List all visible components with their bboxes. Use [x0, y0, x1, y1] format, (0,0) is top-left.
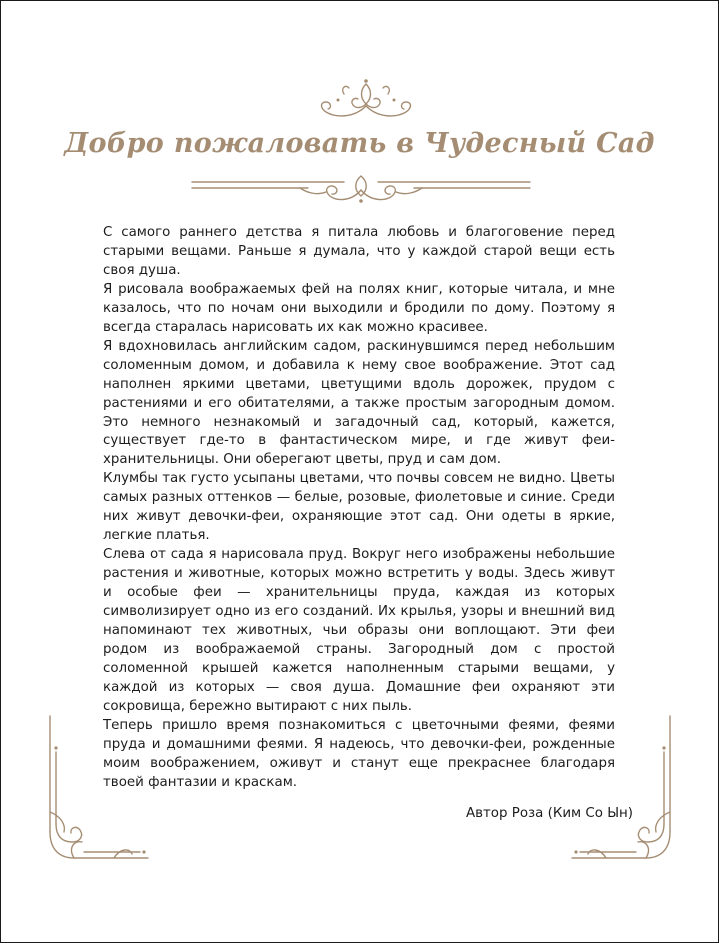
- flourish-bottom-icon: [188, 170, 534, 206]
- paragraph-2: Я рисовала воображаемых фей на полях книг, которые читала, и мне казалось, что по ночам они выходили и бродили по дому. Поэтому я всегда старалась нарисовать их как можно красивее.: [103, 281, 615, 335]
- paragraph-4: Клумбы так густо усыпаны цветами, что почвы совсем не видно. Цветы самых разных оттенков — белые, розовые, фиолетовые и синие. Среди них живут девочки-феи, охраняющие этот сад. Они одеты в яркие, легкие платья.: [103, 471, 615, 544]
- body-text: [103, 224, 615, 793]
- author-signature: Автор Роза (Ким Со Ын): [465, 806, 633, 821]
- paragraph-3: Я вдохновилась английским садом, раскинувшимся перед небольшим соломенным домом, и добавила к нему свое воображение. Этот сад наполнен яркими цветами, цветущими вдоль дорожек, прудом с растениями и его обитателями, а также простым загородным домом. Это немного незнакомый и загадочный сад, который, кажется, существует где-то в фантастическом мире, и где живут феи-хранительницы. Они оберегают цветы, пруд и сам дом.: [103, 338, 615, 468]
- corner-flourish-left-icon: [44, 712, 154, 868]
- paragraph-5: Слева от сада я нарисовала пруд. Вокруг него изображены небольшие растения и животные, которых можно встретить у воды. Здесь живут и особые феи — хранительницы пруда, каждая из которых символизирует одно из его созданий. Их крылья, узоры и внешний вид напоминают тех животных, чьи образы они воплощают. Эти феи родом из воображаемой страны. Загородный дом с простой соломенной крышей кажется наполненным старыми вещами, у каждой из которых — своя душа. Домашние феи охраняют эти сокровища, бережно вытирают с них пыль.: [103, 547, 615, 714]
- paragraph-1: С самого раннего детства я питала любовь и благоговение перед старыми вещами. Раньше я думала, что у каждой старой вещи есть своя душа.: [103, 225, 615, 278]
- paragraph-6: Теперь пришло время познакомиться с цветочными феями, феями пруда и домашними феями. Я надеюсь, что девочки-феи, рожденные моим воображением, оживут и станут еще прекраснее благодаря твоей фантазии и краскам.: [103, 717, 615, 790]
- corner-flourish-right-icon: [566, 712, 676, 868]
- flourish-top-icon: [316, 78, 416, 124]
- page-title: Добро пожаловать в Чудесный Сад: [64, 128, 655, 159]
